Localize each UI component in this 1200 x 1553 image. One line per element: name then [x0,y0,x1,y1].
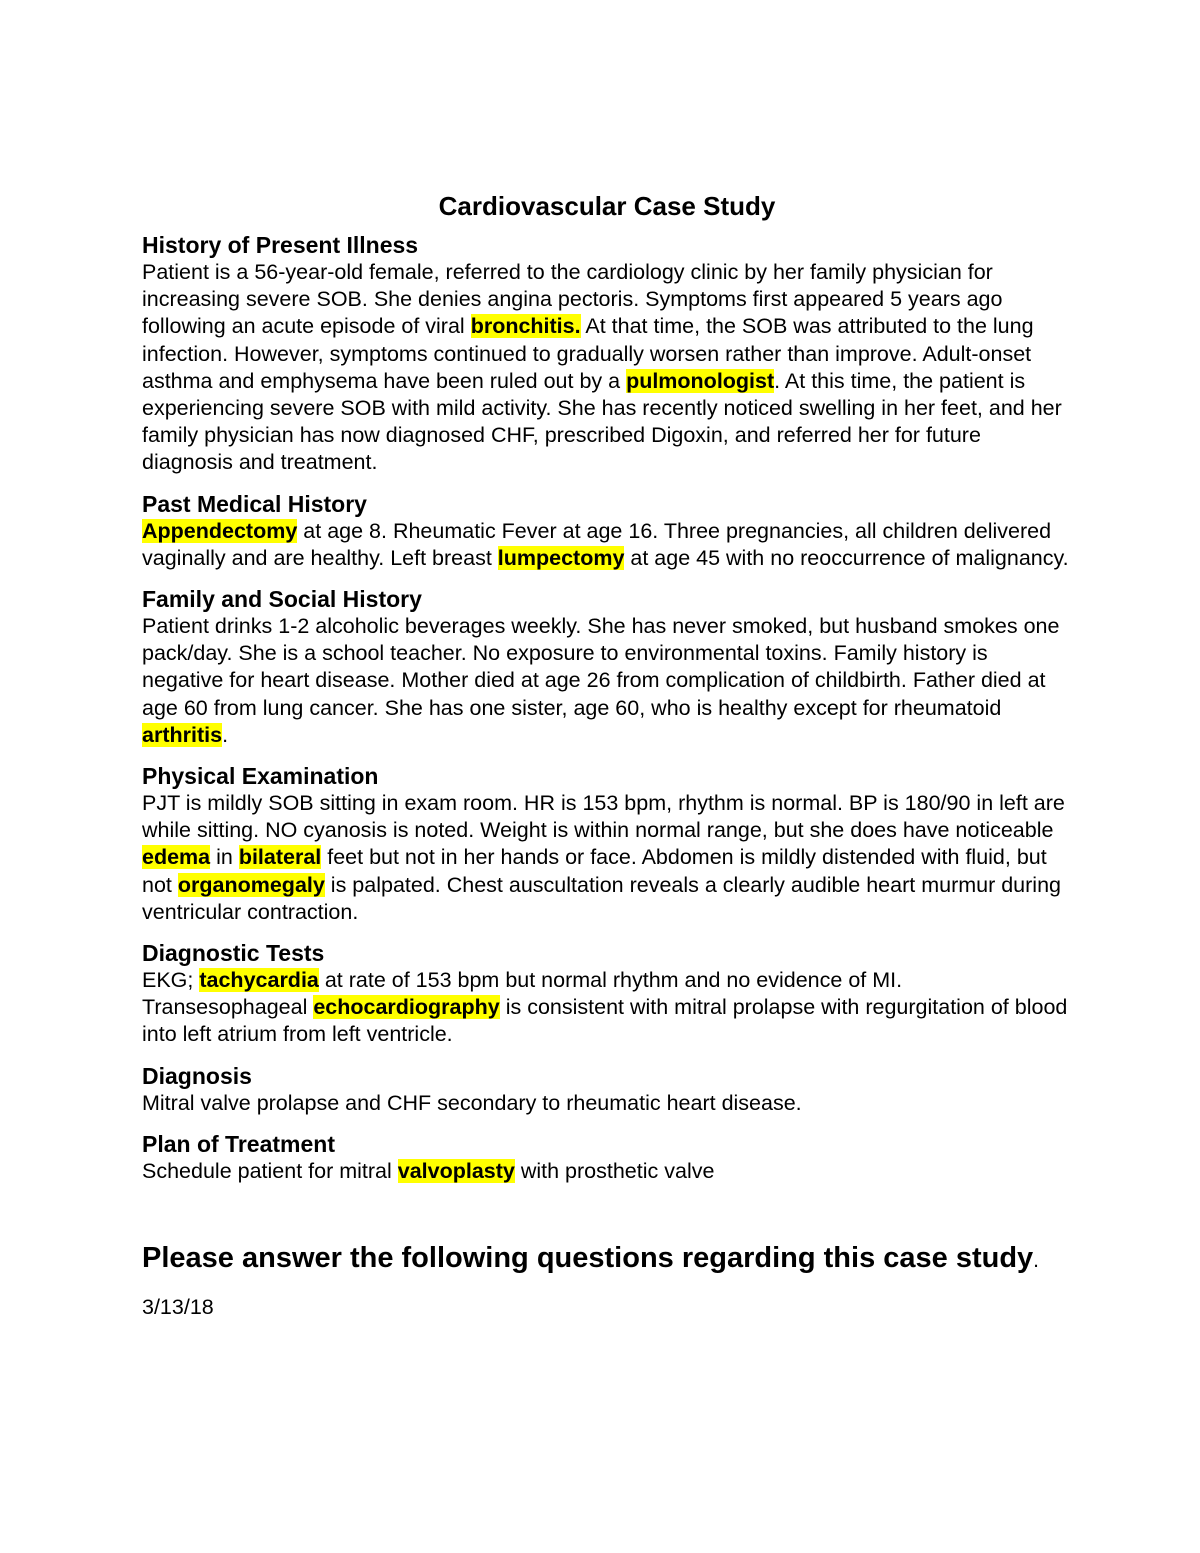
highlighted-term: arthritis [142,722,223,747]
section-body [142,518,1072,572]
section-diagnosis [142,1063,1072,1117]
section-body [142,790,1072,926]
body-text: EKG; [142,968,200,993]
body-text: Patient drinks 1-2 alcoholic beverages weekly. She has never smoked, but husband smokes one pack/day. She is a school teacher. No exposure to environmental toxins. Family history is negative for heart disease. Mother died at age 26 from complication of childbirth. Father died at age 60 from lung cancer. She has one sister, age 60, who is healthy except for rheumatoid [142,614,1060,720]
highlighted-term: tachycardia [199,968,319,993]
section-heading: Past Medical History [142,490,367,517]
section-plan-of-treatment [142,1131,1072,1185]
body-text: feet but not in her hands or face. Abdomen is mildly distended with fluid, but not [142,845,1047,897]
body-text: . At this time, the patient is experiencing severe SOB with mild activity. She has recently noticed swelling in her feet, and her family physician has now diagnosed CHF, prescribed Digoxin, and referred her for future diagnosis and treatment. [142,368,1062,475]
section-body [142,613,1072,749]
highlighted-term: lumpectomy [497,545,625,570]
document-page [142,190,1072,1321]
highlighted-term: Appendectomy [142,518,298,543]
section-heading: Plan of Treatment [142,1130,335,1157]
body-text: PJT is mildly SOB sitting in exam room. HR is 153 bpm, rhythm is normal. BP is 180/90 in left are while sitting. NO cyanosis is noted. Weight is within normal range, but she does have noticeable [142,791,1065,843]
section-physical-examination [142,763,1072,926]
section-past-medical-history [142,491,1072,572]
questions-prompt [142,1241,1072,1278]
questions-prompt-period: . [1033,1249,1040,1273]
highlighted-term: echocardiography [313,995,500,1020]
body-text: Schedule patient for mitral [142,1158,398,1183]
section-heading: Diagnosis [142,1062,252,1089]
body-text: is consistent with mitral prolapse with regurgitation of blood into left atrium from left ventricle. [142,995,1068,1047]
section-body [142,259,1072,477]
section-body [142,1158,1072,1185]
section-body [142,1090,1072,1117]
section-heading: Diagnostic Tests [142,940,325,967]
section-family-and-social-history [142,586,1072,749]
body-text: with prosthetic valve [514,1158,715,1183]
document-date: 3/13/18 [142,1295,214,1320]
body-text: is palpated. Chest auscultation reveals a clearly audible heart murmur during ventricular contraction. [142,872,1061,924]
section-body [142,967,1072,1049]
highlighted-term: pulmonologist [626,368,775,393]
section-diagnostic-tests [142,940,1072,1049]
body-text: Mitral valve prolapse and CHF secondary to rheumatic heart disease. [142,1090,802,1115]
body-text: Patient is a 56-year-old female, referred to the cardiology clinic by her family physician for increasing severe SOB. She denies angina pectoris. Symptoms first appeared 5 years ago following an acute episode of viral [142,260,1003,339]
body-text: at rate of 153 bpm but normal rhythm and no evidence of MI. Transesophageal [142,968,903,1020]
section-history-of-present-illness [142,232,1072,477]
body-text: in [210,845,239,870]
highlighted-term: organomegaly [177,872,325,897]
highlighted-term: bilateral [238,845,322,870]
section-heading: History of Present Illness [142,232,419,258]
section-heading: Family and Social History [142,586,422,613]
highlighted-term: bronchitis. [470,314,581,339]
document-title: Cardiovascular Case Study [438,191,776,221]
body-text: at age 45 with no reoccurrence of malignancy. [624,545,1069,570]
body-text: . [222,722,229,747]
body-text: At that time, the SOB was attributed to the lung infection. However, symptoms continued to gradually worsen rather than improve. Adult-onset asthma and emphysema have been ruled out by a [142,314,1034,393]
body-text: at age 8. Rheumatic Fever at age 16. Three pregnancies, all children delivered vaginally and are healthy. Left breast [142,518,1052,570]
questions-prompt-text: Please answer the following questions regarding this case study [142,1242,1034,1275]
highlighted-term: edema [142,845,211,870]
section-heading: Physical Examination [142,763,379,790]
highlighted-term: valvoplasty [397,1158,515,1183]
sections-container [142,232,1072,1185]
